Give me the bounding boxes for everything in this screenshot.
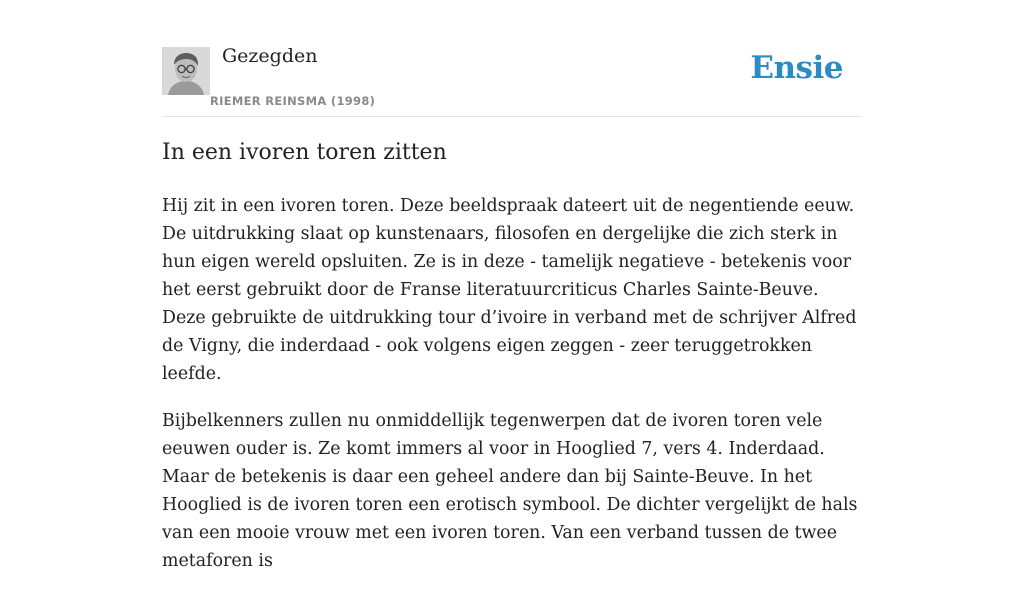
content-column <box>162 0 862 571</box>
article-title: In een ivoren toren zitten <box>162 140 447 165</box>
author-line: RIEMER REINSMA (1998) <box>210 94 376 108</box>
collection-name[interactable]: Gezegden <box>222 45 318 67</box>
ensie-logo[interactable]: Ensie <box>750 50 843 86</box>
author-avatar[interactable] <box>162 47 210 95</box>
article-paragraph: Hij zit in een ivoren toren. Deze beeldspraak dateert uit de negentiende eeuw. De uitdrukking slaat op kunstenaars, filosofen en dergelijke die zich sterk in hun eigen wereld opsluiten. Ze is in deze - tamelijk negatieve - betekenis voor het eerst gebruikt door de Franse literatuurcriticus Charles Sainte-Beuve. Deze gebruikte de uitdrukking tour d’ivoire in verband met de schrijver Alfred de Vigny, die inderdaad - ook volgens eigen zeggen - zeer teruggetrokken leefde. <box>162 196 857 384</box>
source-header <box>162 0 862 117</box>
article-body <box>162 192 864 594</box>
article-paragraph: Bijbelkenners zullen nu onmiddellijk tegenwerpen dat de ivoren toren vele eeuwen ouder is. Ze komt immers al voor in Hooglied 7, vers 4. Inderdaad. Maar de betekenis is daar een geheel andere dan bij Sainte-Beuve. In het Hooglied is de ivoren toren een erotisch symbool. De dichter vergelijkt de hals van een mooie vrouw met een ivoren toren. Van een verband tussen de twee metaforen is <box>162 411 858 571</box>
author-portrait-icon <box>162 47 210 95</box>
